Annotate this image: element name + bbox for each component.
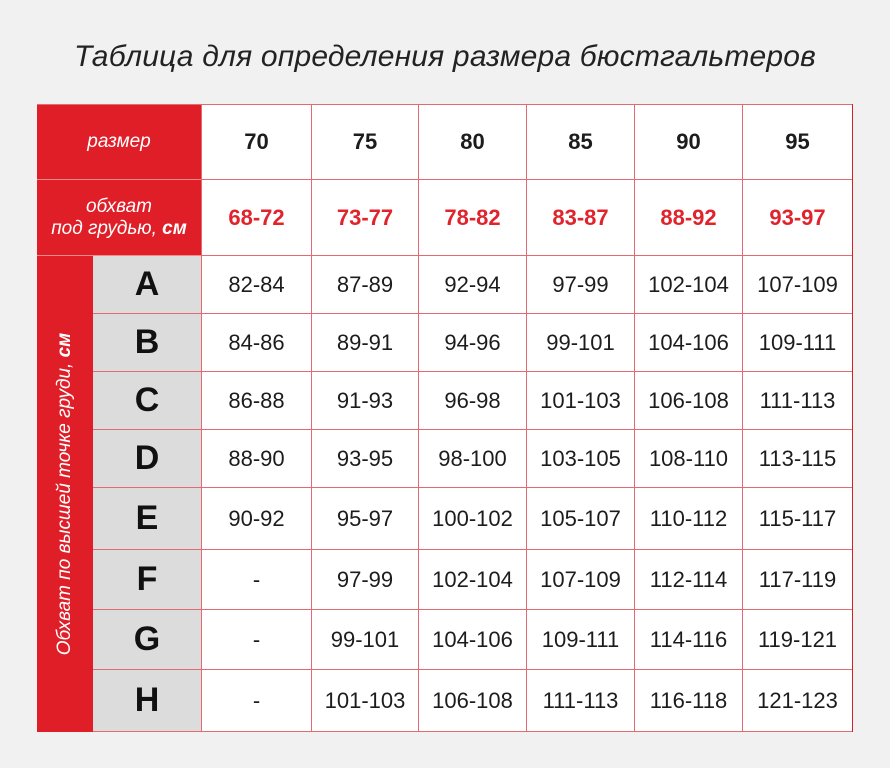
bust-value: 88-90 <box>201 430 311 488</box>
underbust-range: 73-77 <box>311 180 418 256</box>
size-70: 70 <box>201 104 311 180</box>
size-80: 80 <box>418 104 526 180</box>
size-85: 85 <box>526 104 634 180</box>
bust-value: 111-113 <box>742 372 852 430</box>
bust-value: 86-88 <box>201 372 311 430</box>
bust-value: 89-91 <box>311 314 418 372</box>
bust-value: - <box>201 670 311 732</box>
bust-value: 101-103 <box>311 670 418 732</box>
bust-value: 91-93 <box>311 372 418 430</box>
bust-value: 98-100 <box>418 430 526 488</box>
bust-value: 90-92 <box>201 488 311 550</box>
size-75: 75 <box>311 104 418 180</box>
underbust-range: 88-92 <box>634 180 742 256</box>
bust-value: 107-109 <box>526 550 634 610</box>
bust-value: 107-109 <box>742 256 852 314</box>
bust-value: 92-94 <box>418 256 526 314</box>
bust-value: 95-97 <box>311 488 418 550</box>
bust-value: 102-104 <box>418 550 526 610</box>
cup-letter: H <box>93 670 201 732</box>
bust-label-text <box>54 333 76 655</box>
bust-value: - <box>201 550 311 610</box>
size-table <box>37 104 853 732</box>
bust-value: 108-110 <box>634 430 742 488</box>
cup-letter: F <box>93 550 201 610</box>
bust-value: 93-95 <box>311 430 418 488</box>
cup-letter: G <box>93 610 201 670</box>
cup-letter: C <box>93 372 201 430</box>
cup-letter: B <box>93 314 201 372</box>
underbust-label-line2 <box>51 218 187 240</box>
bust-value: 117-119 <box>742 550 852 610</box>
bust-value: 113-115 <box>742 430 852 488</box>
bust-value: 105-107 <box>526 488 634 550</box>
bust-value: 116-118 <box>634 670 742 732</box>
bust-value: 102-104 <box>634 256 742 314</box>
bust-value: 96-98 <box>418 372 526 430</box>
bust-value: 121-123 <box>742 670 852 732</box>
bust-value: 104-106 <box>418 610 526 670</box>
bust-label: Обхват по высшей точке груди, <box>54 362 75 656</box>
bust-value: 109-111 <box>526 610 634 670</box>
bust-value: 114-116 <box>634 610 742 670</box>
underbust-range: 83-87 <box>526 180 634 256</box>
bust-value: 115-117 <box>742 488 852 550</box>
bust-unit: см <box>54 332 75 358</box>
underbust-label-text: под грудью, <box>51 217 157 239</box>
bust-value: 99-101 <box>311 610 418 670</box>
bust-value: 82-84 <box>201 256 311 314</box>
size-header-label: размер <box>37 104 201 180</box>
cup-letter: A <box>93 256 201 314</box>
bust-value: 110-112 <box>634 488 742 550</box>
size-95: 95 <box>742 104 852 180</box>
bust-vertical-label <box>37 256 93 732</box>
bust-value: 97-99 <box>526 256 634 314</box>
underbust-header-label <box>37 180 201 256</box>
bust-value: 94-96 <box>418 314 526 372</box>
page-title: Таблица для определения размера бюстгальтеров <box>73 40 817 73</box>
bust-value: 106-108 <box>418 670 526 732</box>
bust-value: 84-86 <box>201 314 311 372</box>
cup-letter: D <box>93 430 201 488</box>
bust-value: - <box>201 610 311 670</box>
bust-value: 87-89 <box>311 256 418 314</box>
underbust-range: 68-72 <box>201 180 311 256</box>
bust-value: 99-101 <box>526 314 634 372</box>
bust-value: 112-114 <box>634 550 742 610</box>
bust-value: 101-103 <box>526 372 634 430</box>
size-90: 90 <box>634 104 742 180</box>
underbust-unit: см <box>162 217 187 239</box>
bust-value: 104-106 <box>634 314 742 372</box>
cup-letter: E <box>93 488 201 550</box>
bust-value: 97-99 <box>311 550 418 610</box>
bust-value: 119-121 <box>742 610 852 670</box>
underbust-label-line1: обхват <box>85 195 153 217</box>
bust-value: 109-111 <box>742 314 852 372</box>
underbust-range: 78-82 <box>418 180 526 256</box>
bust-value: 100-102 <box>418 488 526 550</box>
bust-value: 111-113 <box>526 670 634 732</box>
bust-value: 103-105 <box>526 430 634 488</box>
bust-value: 106-108 <box>634 372 742 430</box>
underbust-range: 93-97 <box>742 180 852 256</box>
